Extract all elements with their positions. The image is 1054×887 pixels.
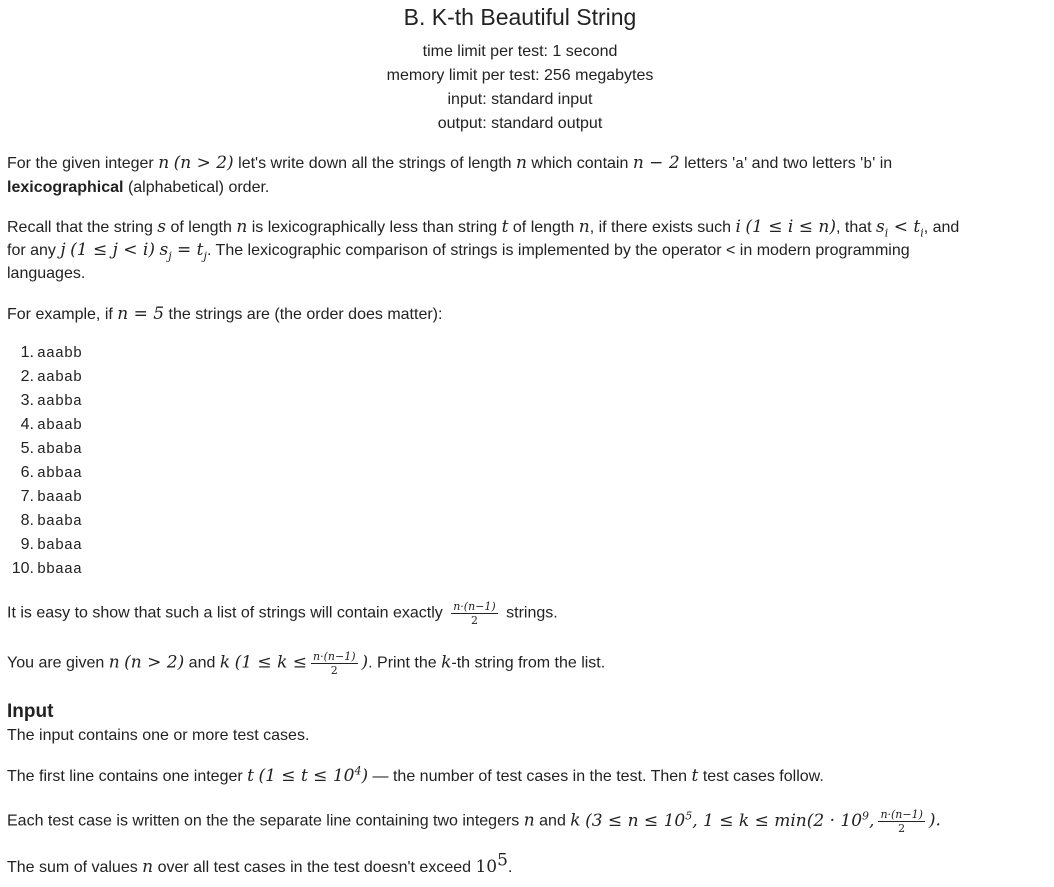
math-paren: ). bbox=[928, 810, 941, 831]
math-s: s bbox=[159, 240, 169, 260]
math-k: k bbox=[441, 652, 452, 673]
math-n: n bbox=[523, 810, 535, 831]
list-item bbox=[10, 509, 82, 533]
statement-paragraph-3 bbox=[7, 303, 1047, 326]
math-nk-range bbox=[585, 811, 874, 831]
input-heading: Input bbox=[7, 701, 54, 722]
text: of length bbox=[166, 219, 237, 236]
math-n: n bbox=[142, 857, 154, 877]
subscript-i: i bbox=[884, 226, 889, 240]
list-number: 4. bbox=[20, 416, 34, 433]
list-number: 7. bbox=[20, 488, 34, 505]
statement-paragraph-5 bbox=[7, 650, 1047, 677]
input-line-2 bbox=[7, 765, 1047, 788]
fraction-denominator: 2 bbox=[898, 822, 906, 835]
fraction-numerator: n·(n−1) bbox=[453, 600, 496, 613]
text: of length bbox=[508, 219, 579, 236]
math-s: s bbox=[157, 217, 167, 237]
math-k-range: (1 ≤ k ≤ bbox=[234, 652, 308, 673]
text: ' in bbox=[872, 155, 893, 172]
superscript: 9 bbox=[862, 809, 870, 823]
math-t: t bbox=[691, 766, 699, 786]
letter-b: b bbox=[863, 156, 873, 173]
math-paren: ) bbox=[361, 652, 369, 673]
list-item bbox=[10, 557, 82, 581]
example-list bbox=[10, 341, 82, 581]
list-number: 5. bbox=[20, 440, 34, 457]
limits-block bbox=[0, 40, 1040, 136]
example-string: babaa bbox=[37, 537, 83, 554]
fraction-denominator: 2 bbox=[330, 664, 338, 677]
text: It is easy to show that such a list of strings will contain exactly bbox=[7, 604, 443, 622]
subscript-j: j bbox=[203, 249, 207, 263]
text: The sum of values bbox=[7, 859, 143, 876]
text: Recall that the string bbox=[7, 219, 158, 236]
subscript-j: j bbox=[168, 249, 172, 263]
math-n-gt-2: (n > 2) bbox=[173, 153, 234, 173]
text: , if there exists such bbox=[589, 219, 736, 236]
example-string: ababa bbox=[37, 441, 83, 458]
superscript: 5 bbox=[685, 809, 693, 823]
math-t: t bbox=[501, 217, 509, 237]
fraction-numerator: n·(n−1) bbox=[880, 808, 923, 821]
list-item bbox=[10, 437, 82, 461]
math-s: s bbox=[876, 217, 885, 237]
text: ' and two letters ' bbox=[744, 155, 864, 172]
math-k: k bbox=[219, 652, 231, 673]
list-item bbox=[10, 413, 82, 437]
example-string: bbaaa bbox=[37, 561, 83, 578]
text: let's write down all the strings of length bbox=[233, 155, 517, 172]
memory-limit: memory limit per test: 256 megabytes bbox=[386, 67, 654, 84]
list-number: 9. bbox=[20, 536, 34, 553]
math-nk-range-text-b: , 1 ≤ k ≤ min(2 · 10 bbox=[692, 810, 863, 831]
math-t: t bbox=[196, 240, 204, 260]
text: strings. bbox=[506, 604, 558, 622]
example-string: abaab bbox=[37, 417, 83, 434]
input-spec: input: standard input bbox=[447, 91, 593, 108]
text: test cases follow. bbox=[698, 768, 824, 785]
subscript-i: i bbox=[920, 226, 924, 240]
fraction-numerator: n·(n−1) bbox=[313, 650, 356, 663]
problem-header bbox=[0, 0, 1040, 136]
math-t-range bbox=[258, 766, 368, 786]
text: is lexicographically less than string bbox=[247, 219, 502, 236]
math-n: n bbox=[236, 217, 248, 237]
math-n: n bbox=[578, 217, 590, 237]
text: and bbox=[534, 812, 571, 830]
text: . The lexicographic comparison of strings is implemented by the operator < in modern programming bbox=[206, 242, 910, 259]
example-string: aabba bbox=[37, 393, 83, 410]
text: which contain bbox=[526, 155, 633, 172]
list-number: 2. bbox=[20, 368, 34, 385]
text: The first line contains one integer bbox=[7, 768, 248, 785]
text: — the number of test cases in the test. Then bbox=[368, 768, 692, 785]
letter-a: a bbox=[735, 156, 745, 173]
problem-title: B. K-th Beautiful String bbox=[403, 4, 637, 30]
example-string: abbaa bbox=[37, 465, 83, 482]
math-nk-range-text: (3 ≤ n ≤ 10 bbox=[585, 810, 686, 831]
superscript: 5 bbox=[497, 850, 508, 871]
math-comma: , bbox=[869, 810, 875, 831]
text: and bbox=[184, 654, 220, 672]
input-line-3 bbox=[7, 808, 1047, 835]
statement-paragraph-1 bbox=[7, 152, 1047, 199]
fraction bbox=[878, 808, 924, 835]
list-item bbox=[10, 461, 82, 485]
bold-term: lexicographical bbox=[7, 179, 124, 196]
list-item bbox=[10, 365, 82, 389]
superscript: 4 bbox=[354, 764, 362, 778]
text: over all test cases in the test doesn't exceed bbox=[153, 859, 476, 876]
text: , that bbox=[836, 219, 877, 236]
math-paren: ) bbox=[361, 766, 369, 786]
math-n: n bbox=[516, 153, 527, 173]
output-spec: output: standard output bbox=[437, 115, 603, 132]
list-item bbox=[10, 485, 82, 509]
example-string: baaba bbox=[37, 513, 83, 530]
list-number: 1. bbox=[20, 344, 34, 361]
text: (alphabetical) order. bbox=[123, 179, 270, 196]
list-item bbox=[10, 533, 82, 557]
math-t-range-text: (1 ≤ t ≤ 10 bbox=[258, 766, 355, 786]
math-n-minus-2: n − 2 bbox=[632, 153, 680, 173]
math-n: n bbox=[108, 652, 120, 673]
math-s-j bbox=[159, 240, 207, 263]
example-string: baaab bbox=[37, 489, 83, 506]
list-number: 8. bbox=[20, 512, 34, 529]
math-j: j bbox=[60, 240, 66, 260]
list-item bbox=[10, 341, 82, 365]
math-i: i bbox=[735, 217, 741, 237]
math-ten: 10 bbox=[475, 857, 498, 877]
text: for any bbox=[7, 242, 61, 259]
fraction bbox=[311, 650, 357, 677]
list-number: 10. bbox=[11, 560, 34, 577]
fraction-denominator: 2 bbox=[470, 614, 478, 627]
math-eq: = bbox=[171, 240, 197, 260]
math-j-range: (1 ≤ j < i) bbox=[70, 240, 155, 260]
text: For the given integer bbox=[7, 155, 159, 172]
text: . bbox=[507, 859, 513, 876]
input-line-4 bbox=[7, 850, 1047, 879]
input-line-1: The input contains one or more test cases. bbox=[7, 727, 310, 744]
example-string: aaabb bbox=[37, 345, 83, 362]
text: letters ' bbox=[679, 155, 736, 172]
math-k: k bbox=[570, 810, 581, 831]
text: . Print the bbox=[368, 654, 442, 672]
time-limit: time limit per test: 1 second bbox=[422, 43, 618, 60]
statement-paragraph-2 bbox=[7, 216, 1047, 285]
fraction bbox=[451, 600, 497, 627]
example-string: aabab bbox=[37, 369, 83, 386]
math-n-eq-5: n = 5 bbox=[117, 304, 165, 324]
math-t: t bbox=[247, 766, 254, 786]
math-t: t bbox=[913, 217, 921, 237]
list-number: 6. bbox=[20, 464, 34, 481]
text: languages. bbox=[7, 265, 86, 282]
math-s-i bbox=[876, 217, 924, 240]
math-n-gt-2: (n > 2) bbox=[124, 652, 185, 673]
statement-paragraph-4 bbox=[7, 600, 1047, 627]
text: Each test case is written on the the separate line containing two integers bbox=[7, 812, 524, 830]
list-number: 3. bbox=[20, 392, 34, 409]
text: For example, if bbox=[7, 306, 118, 323]
math-n: n bbox=[158, 153, 170, 173]
text: You are given bbox=[7, 654, 109, 672]
math-i-range: (1 ≤ i ≤ n) bbox=[745, 217, 836, 237]
list-item bbox=[10, 389, 82, 413]
text: -th string from the list. bbox=[451, 654, 606, 672]
text: , and bbox=[923, 219, 960, 236]
text: the strings are (the order does matter): bbox=[164, 306, 443, 323]
math-lt: < bbox=[888, 217, 914, 237]
